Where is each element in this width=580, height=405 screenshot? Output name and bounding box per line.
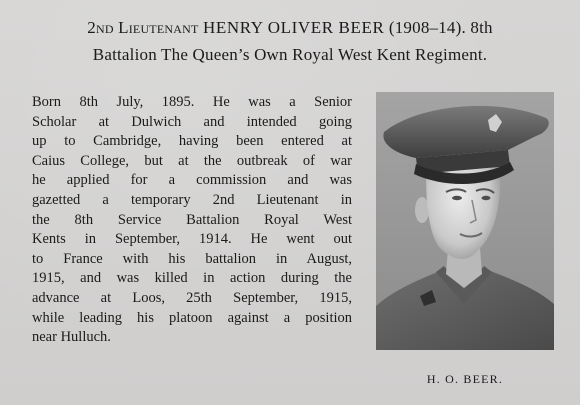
biography-line: up to Cambridge, having been entered at xyxy=(32,133,352,150)
entry-heading xyxy=(0,18,580,38)
biography-line: 1915, and was killed in action during the xyxy=(32,270,352,287)
portrait-photo xyxy=(376,92,554,350)
biography-line: he applied for a commission and was xyxy=(32,172,352,189)
biography-line: while leading his platoon against a position xyxy=(32,309,352,326)
biography-line: advance at Loos, 25th September, 1915, xyxy=(32,289,352,306)
biography-line: Born 8th July, 1895. He was a Senior xyxy=(32,94,352,110)
school-dates: (1908–14). xyxy=(388,18,466,37)
person-name: HENRY OLIVER BEER xyxy=(202,18,385,37)
biography-line: near Hulluch. xyxy=(32,329,111,346)
biography-line: Kents in September, 1914. He went out xyxy=(32,231,352,248)
biography-line: Caius College, but at the outbreak of war xyxy=(32,152,352,169)
portrait-caption: H. O. BEER. xyxy=(426,372,504,386)
biography-line: gazetted a temporary 2nd Lieutenant in xyxy=(32,191,352,208)
biography-line: to France with his battalion in August, xyxy=(32,250,352,267)
biography-line: the 8th Service Battalion Royal West xyxy=(32,211,352,228)
battalion-number: 8th xyxy=(470,18,493,37)
rank-label: 2nd Lieutenant xyxy=(87,18,199,37)
regiment-heading: Battalion The Queen’s Own Royal West Kent Regiment. xyxy=(92,45,488,64)
biography-text xyxy=(32,93,352,348)
biography-line: Scholar at Dulwich and intended going xyxy=(32,113,352,130)
